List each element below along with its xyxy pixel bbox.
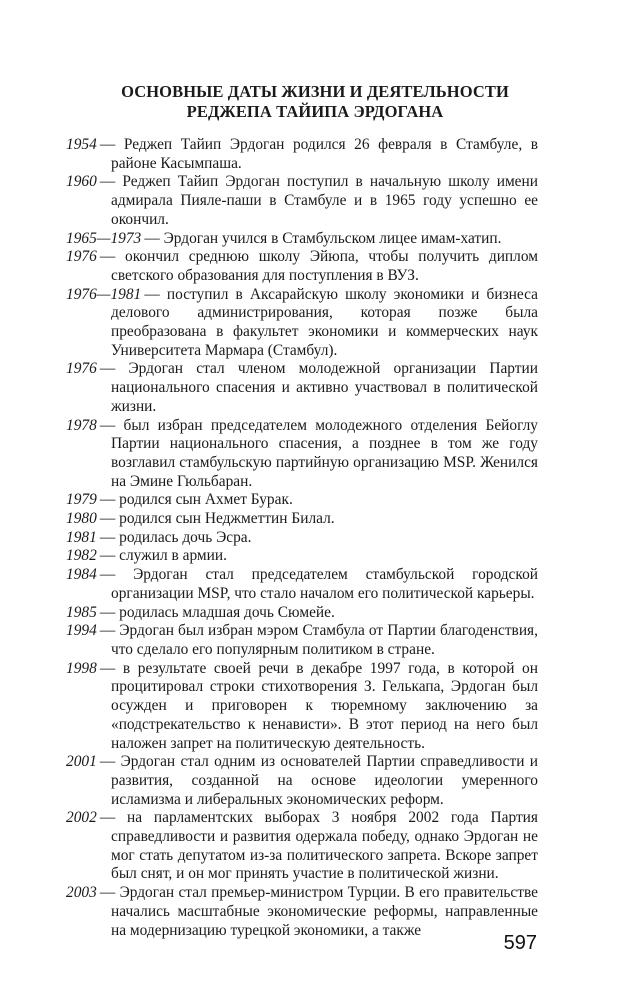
entry-text: родилась младшая дочь Сюмейе. (119, 603, 335, 621)
title-line-1: ОСНОВНЫЕ ДАТЫ ЖИЗНИ И ДЕЯТЕЛЬНОСТИ (121, 82, 509, 101)
page-number: 597 (503, 932, 537, 954)
entry-year: 1965—1973 (66, 229, 142, 247)
entry-text: служил в армии. (119, 547, 227, 565)
entry-text: Эрдоган стал председателем стамбульской городской организации MSP, что стало началом его политической карьеры. (111, 566, 539, 602)
entry-text: Реджеп Тайип Эрдоган поступил в начальную школу имени адмирала Пияле-паши в Стамбуле и в 1965 году успешно ее окончил. (111, 173, 538, 228)
entry-dash: — (99, 884, 116, 902)
entry-dash: — (99, 173, 116, 191)
chronology-entry (66, 529, 538, 548)
entry-text: окончил среднюю школу Эйюпа, чтобы получить диплом светского образования для поступления в ВУЗ. (111, 248, 538, 284)
entry-year: 1954 (66, 136, 97, 153)
entry-text: в результате своей речи в декабре 1997 года, в которой он процитировал строки стихотворения З. Гелькапа, Эрдоган был осужден и приговорен к тюремному заключению за «подстрекательство к ненависти». В этот период на него был наложен запрет на политическую деятельность. (111, 659, 538, 752)
entry-dash: — (99, 659, 116, 677)
entry-year: 1978 (66, 416, 97, 434)
entry-year: 2001 (66, 753, 97, 771)
entry-year: 2002 (66, 809, 97, 827)
chronology-entry (66, 809, 538, 884)
entry-year: 1976 (66, 360, 97, 378)
chronology-entry (66, 173, 538, 229)
entry-text: родился сын Ахмет Бурак. (119, 491, 293, 509)
chronology-entry (66, 248, 538, 285)
chronology-entry (66, 884, 538, 940)
chronology-entry (66, 547, 538, 566)
chronology-list (66, 136, 538, 940)
entry-dash: — (99, 248, 116, 266)
entry-dash: — (99, 510, 116, 528)
entry-text: родилась дочь Эсра. (119, 528, 252, 546)
chronology-entry (66, 417, 538, 492)
entry-text: на парламентских выборах 3 ноября 2002 года Партия справедливости и развития одержала победу, однако Эрдоган не мог стать депутатом из-за политического запрета. Вскоре запрет был снят, и он мог принять участие в политической жизни. (111, 809, 538, 883)
entry-year: 1976—1981 (66, 285, 142, 303)
chronology-entry (66, 286, 538, 361)
entry-text: Эрдоган стал членом молодежной организации Партии национального спасения и активно участвовал в политической жизни. (111, 360, 538, 415)
entry-dash: — (99, 360, 116, 378)
entry-year: 1980 (66, 510, 97, 528)
entry-dash: — (99, 566, 116, 584)
entry-text: родился сын Неджметтин Билал. (119, 510, 335, 528)
chronology-entry (66, 510, 538, 529)
entry-dash: — (144, 285, 160, 303)
entry-year: 1998 (66, 659, 97, 677)
chronology-entry (66, 604, 538, 623)
entry-dash: — (99, 809, 116, 827)
entry-year: 2003 (66, 884, 97, 902)
entry-dash: — (99, 491, 116, 509)
chronology-entry (66, 491, 538, 510)
chronology-entry (66, 566, 538, 603)
chronology-entry (66, 136, 538, 173)
entry-text: Эрдоган учился в Стамбульском лицее имам-хатип. (163, 229, 502, 247)
chronology-entry (66, 230, 538, 249)
entry-dash: — (99, 136, 116, 153)
entry-dash: — (99, 603, 116, 621)
entry-dash: — (99, 416, 116, 434)
entry-text: поступил в Аксарайскую школу экономики и бизнеса делового администрирования, которая позже была преобразована в факультет экономики и коммерческих наук Университета Мармара (Стамбул). (111, 285, 538, 359)
entry-dash: — (99, 622, 116, 640)
entry-year: 1985 (66, 603, 97, 621)
chronology-entry (66, 622, 538, 659)
entry-year: 1981 (66, 528, 97, 546)
chronology-entry (66, 660, 538, 754)
entry-text: Эрдоган стал премьер-министром Турции. В его правительстве начались масштабные экономические реформы, направленные на модернизацию турецкой экономики, а также (111, 884, 538, 939)
chronology-entry (66, 753, 538, 809)
entry-text: Эрдоган стал одним из основателей Партии справедливости и развития, созданной на основе идеологии умеренного исламизма и либеральных экономических реформ. (111, 753, 538, 808)
entry-text: Реджеп Тайип Эрдоган родился 26 февраля в Стамбуле, в районе Касымпаша. (111, 136, 538, 172)
entry-dash: — (99, 753, 116, 771)
entry-year: 1984 (66, 566, 97, 584)
entry-year: 1982 (66, 547, 97, 565)
entry-year: 1960 (66, 173, 97, 191)
entry-text: был избран председателем молодежного отделения Бейоглу Партии национального спасения, а позднее в том же году возглавил стамбульскую партийную организацию MSP. Женился на Эмине Гюльбаран. (111, 416, 538, 490)
entry-dash: — (99, 528, 116, 546)
entry-year: 1976 (66, 248, 97, 266)
entry-text: Эрдоган был избран мэром Стамбула от Партии благоденствия, что сделало его популярным политиком в стране. (111, 622, 538, 658)
page-title (60, 82, 570, 122)
entry-dash: — (99, 547, 116, 565)
entry-year: 1994 (66, 622, 97, 640)
chronology-entry (66, 360, 538, 416)
title-line-2: РЕДЖЕПА ТАЙИПА ЭРДОГАНА (186, 102, 444, 121)
entry-year: 1979 (66, 491, 97, 509)
entry-dash: — (144, 229, 160, 247)
